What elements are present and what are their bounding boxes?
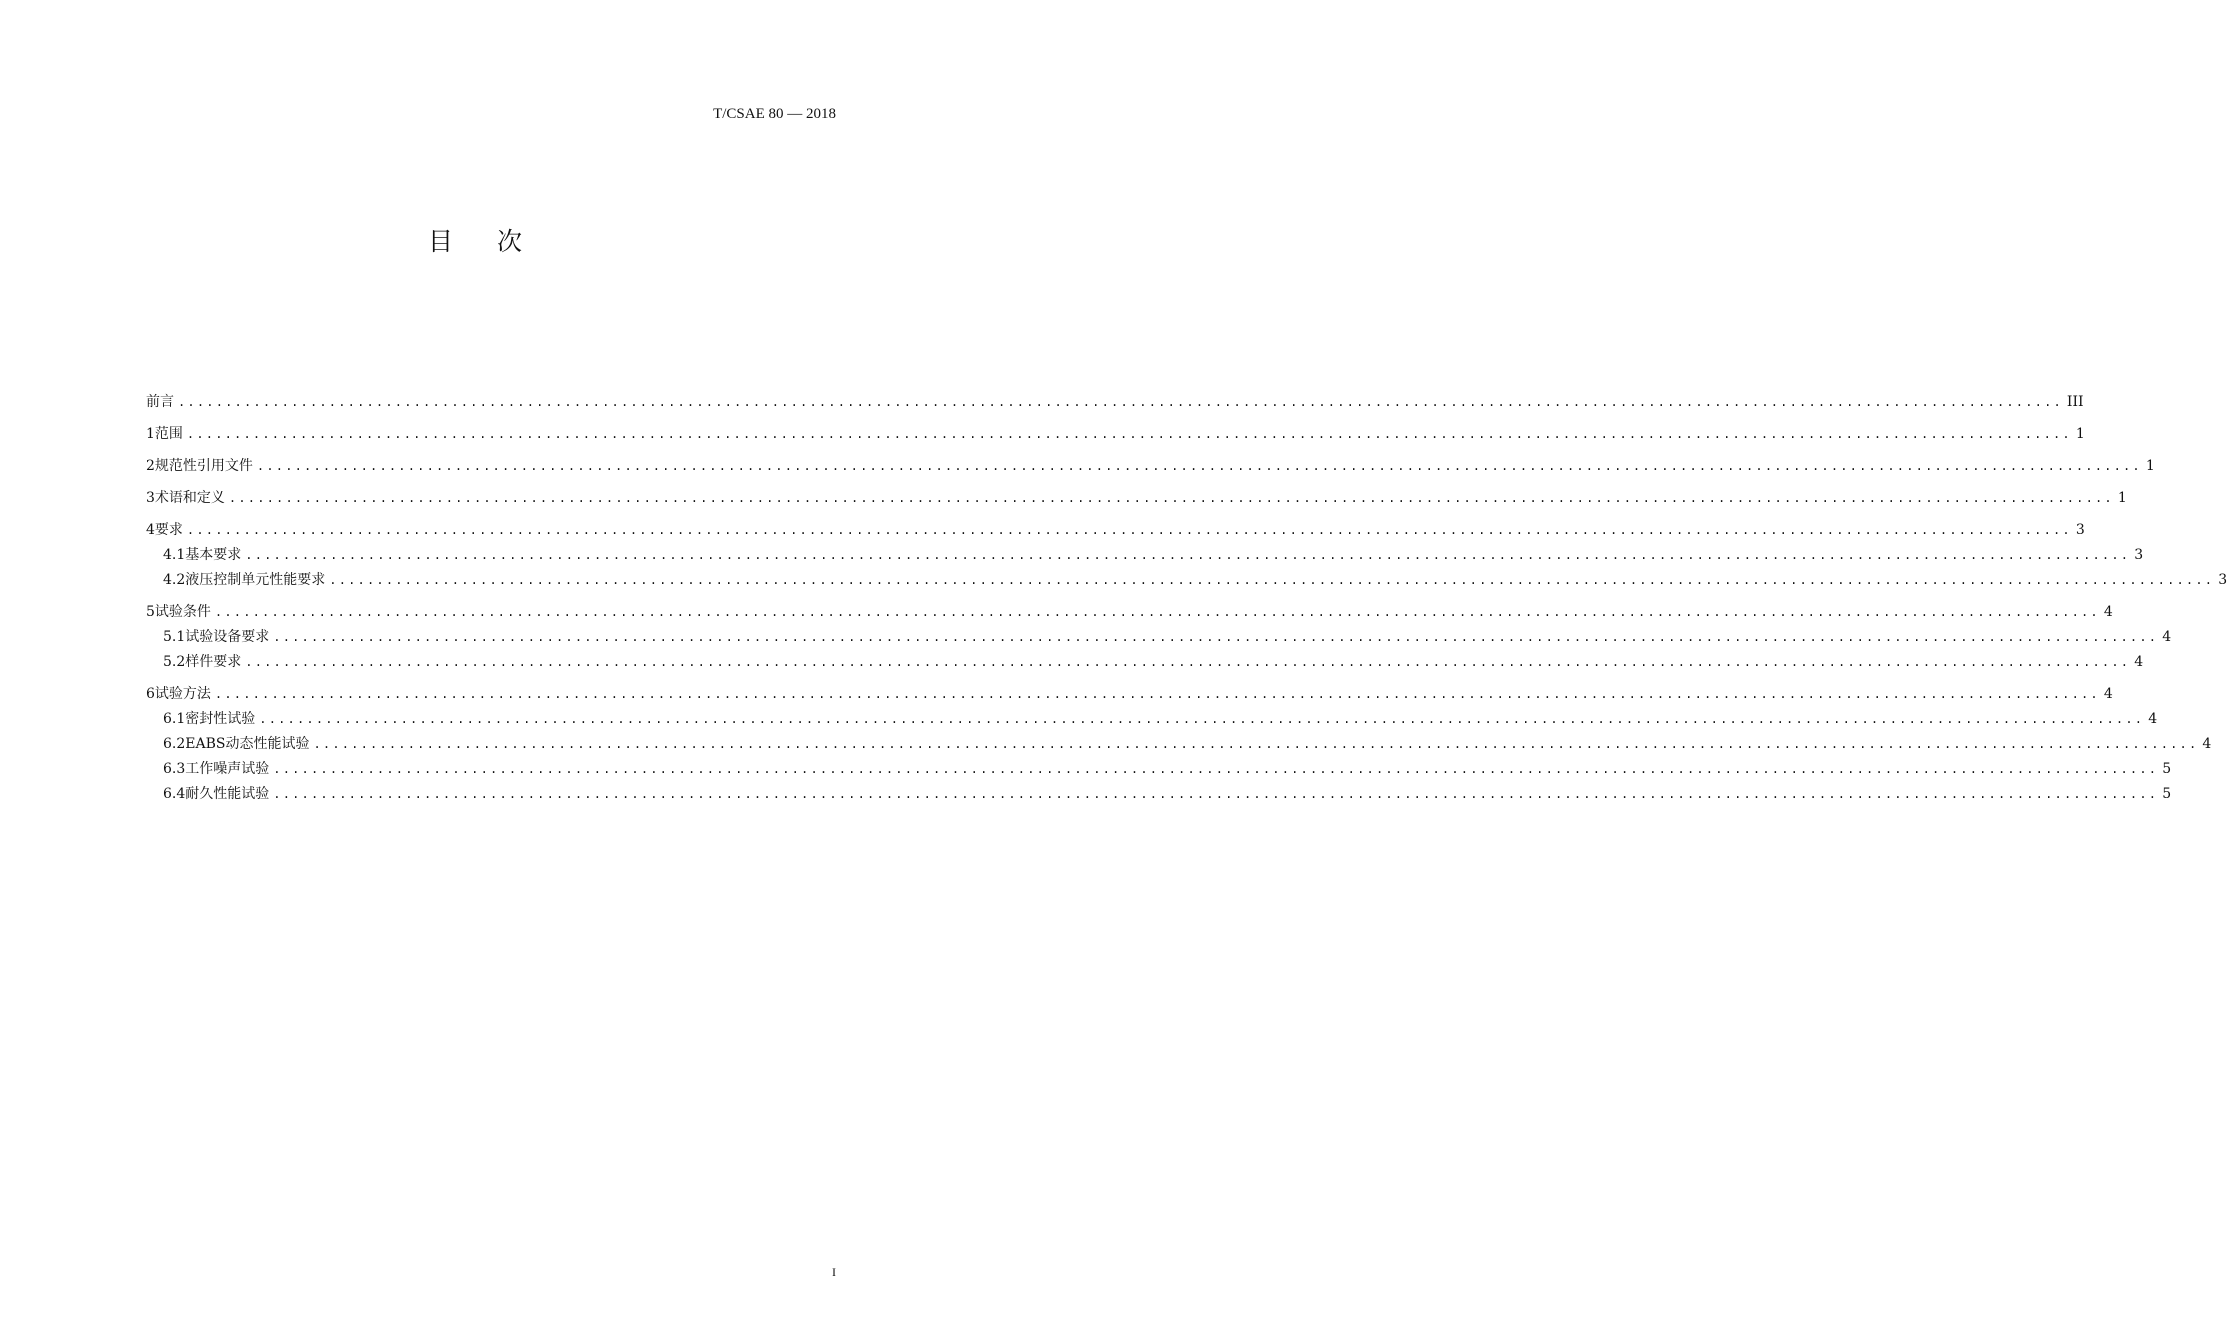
- toc-entry-label: 规范性引用文件: [154, 458, 253, 474]
- toc-entry-number: 4: [146, 522, 155, 538]
- toc-entry-label: 试验方法: [154, 686, 211, 702]
- toc-entry-page: 4: [2148, 711, 2158, 727]
- toc-entry-label: 要求: [154, 522, 183, 538]
- toc-leader-dots: ........................................................................................................................................................................................................: [273, 762, 2159, 776]
- toc-entry-label: 试验设备要求: [185, 629, 270, 645]
- toc-entry[interactable]: [146, 682, 2113, 707]
- toc-entry-label: 工作噪声试验: [185, 761, 270, 777]
- toc-leader-dots: ........................................................................................................................................................................................................: [329, 573, 2215, 587]
- toc-entry-page: 1: [2117, 490, 2127, 506]
- toc-entry[interactable]: [146, 757, 2172, 782]
- toc-entry-page: 4: [2162, 629, 2172, 645]
- toc-entry-page: 3: [2218, 572, 2227, 588]
- toc-entry[interactable]: [146, 707, 2158, 732]
- toc-entry-page: 1: [2145, 458, 2155, 474]
- toc-entry-number: 5: [146, 604, 155, 620]
- toc-leader-dots: ........................................................................................................................................................................................................: [256, 459, 2142, 473]
- toc-entry-label: 试验条件: [154, 604, 211, 620]
- toc-heading-char-1: 目: [427, 227, 453, 256]
- toc-entry-label: 术语和定义: [154, 490, 225, 506]
- toc-entry[interactable]: [146, 390, 2084, 415]
- toc-entry-label: EABS动态性能试验: [185, 736, 310, 752]
- toc-entry-label: 耐久性能试验: [185, 786, 270, 802]
- toc-leader-dots: ........................................................................................................................................................................................................: [259, 712, 2145, 726]
- toc-entry[interactable]: [146, 650, 2144, 675]
- toc-entry-label: 范围: [154, 426, 183, 442]
- toc-leader-dots: ........................................................................................................................................................................................................: [273, 787, 2159, 801]
- toc-entry-number: 4.2: [163, 572, 186, 588]
- toc-entry-page: 4: [2103, 604, 2113, 620]
- toc-entry-label: 样件要求: [185, 654, 242, 670]
- toc-entry-number: 6.3: [163, 761, 186, 777]
- toc-leader-dots: ........................................................................................................................................................................................................: [273, 630, 2159, 644]
- toc-entry-label: 密封性试验: [185, 711, 256, 727]
- toc-leader-dots: ........................................................................................................................................................................................................: [313, 737, 2199, 751]
- toc-heading: [0, 222, 950, 258]
- toc-entry[interactable]: [146, 600, 2113, 625]
- toc-entry-number: 6.4: [163, 786, 186, 802]
- toc-entry[interactable]: [146, 422, 2085, 447]
- toc-entry-number: 1: [146, 426, 155, 442]
- toc-entry[interactable]: [146, 543, 2144, 568]
- toc-leader-dots: ........................................................................................................................................................................................................: [228, 491, 2114, 505]
- table-of-contents: [146, 390, 2227, 807]
- toc-entry[interactable]: [146, 454, 2155, 479]
- toc-entry-number: 3: [146, 490, 155, 506]
- toc-entry[interactable]: [146, 518, 2085, 543]
- toc-leader-dots: ........................................................................................................................................................................................................: [214, 687, 2100, 701]
- toc-leader-dots: ........................................................................................................................................................................................................: [245, 655, 2131, 669]
- toc-entry-page: 4: [2103, 686, 2113, 702]
- toc-entry-number: 2: [146, 458, 155, 474]
- toc-entry[interactable]: [146, 486, 2127, 511]
- toc-entry-page: 3: [2075, 522, 2085, 538]
- toc-entry-number: 4.1: [163, 547, 186, 563]
- toc-entry-number: 5.2: [163, 654, 186, 670]
- toc-leader-dots: ........................................................................................................................................................................................................: [178, 395, 2063, 409]
- toc-leader-dots: ........................................................................................................................................................................................................: [186, 427, 2072, 441]
- toc-entry[interactable]: [146, 568, 2227, 593]
- toc-leader-dots: ........................................................................................................................................................................................................: [214, 605, 2100, 619]
- toc-entry-page: 1: [2075, 426, 2085, 442]
- page-number: I: [832, 1265, 836, 1279]
- toc-entry[interactable]: [146, 732, 2212, 757]
- toc-entry-label: 前言: [146, 394, 174, 410]
- document-code: T/CSAE 80 — 2018: [713, 106, 836, 122]
- toc-entry-number: 6.2: [163, 736, 186, 752]
- toc-entry-page: 4: [2202, 736, 2212, 752]
- toc-entry-page: 5: [2162, 786, 2172, 802]
- toc-entry-number: 6: [146, 686, 155, 702]
- toc-entry[interactable]: [146, 782, 2172, 807]
- toc-leader-dots: ........................................................................................................................................................................................................: [245, 548, 2131, 562]
- toc-entry[interactable]: [146, 625, 2172, 650]
- toc-entry-label: 液压控制单元性能要求: [185, 572, 326, 588]
- toc-entry-number: 6.1: [163, 711, 186, 727]
- toc-entry-number: 5.1: [163, 629, 186, 645]
- toc-heading-char-2: 次: [497, 227, 523, 256]
- toc-entry-page: III: [2066, 394, 2084, 410]
- toc-entry-page: 3: [2134, 547, 2144, 563]
- toc-entry-page: 5: [2162, 761, 2172, 777]
- toc-entry-page: 4: [2134, 654, 2144, 670]
- toc-leader-dots: ........................................................................................................................................................................................................: [186, 523, 2072, 537]
- toc-entry-label: 基本要求: [185, 547, 242, 563]
